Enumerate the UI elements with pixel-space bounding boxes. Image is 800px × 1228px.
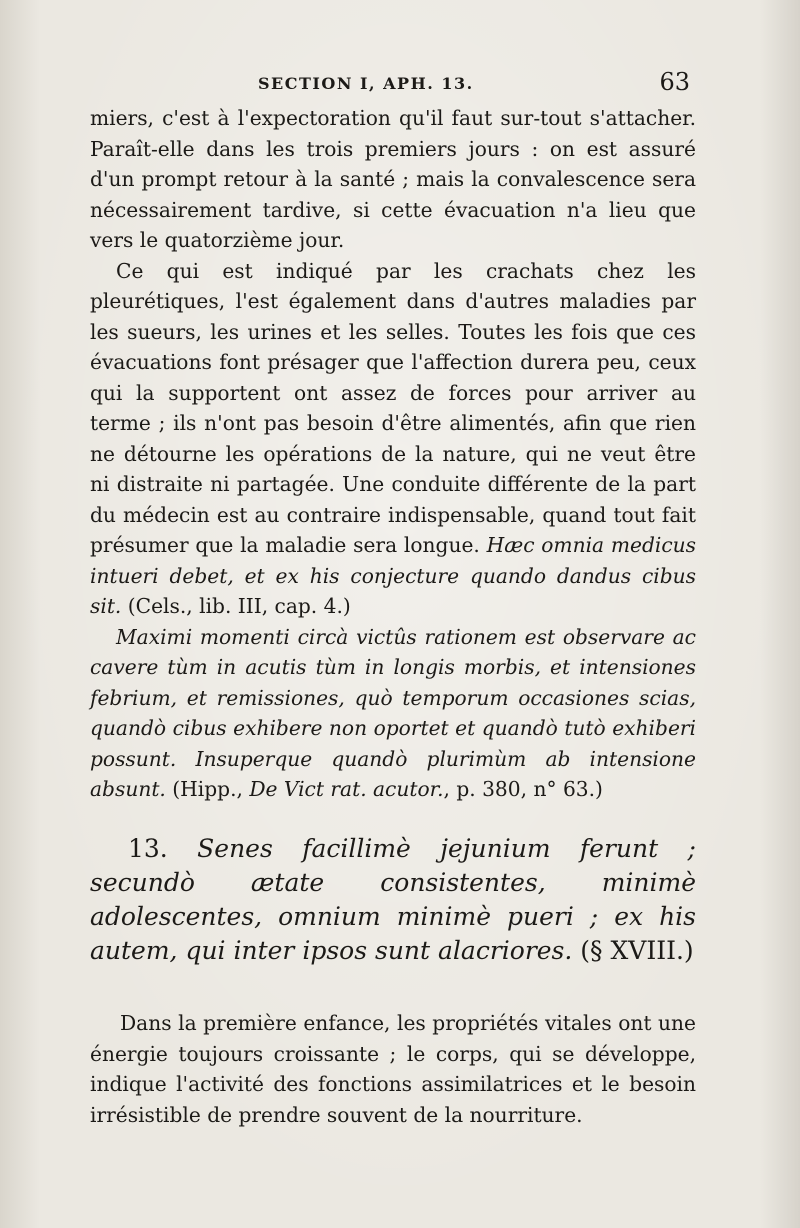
- hippocrates-citation-work: De Vict rat. acutor.: [249, 777, 444, 801]
- aphorism-number: 13.: [128, 834, 168, 863]
- paragraph-2-text: Ce qui est indiqué par les crachats chez les pleurétiques, l'est également dans d'autres maladies par les sueurs, les urines et les selles. Toutes les fois que ces évacuations font présager que l'affection durera peu, ceux qui la supportent ont assez de forces pour arriver au terme ; ils n'ont pas besoin d'être alimentés, afin que rien ne détourne les opérations de la nature, qui ne veut être ni distraite ni partagée. Une conduite différente de la part du médecin est au contraire indispensable, quand tout fait présumer que la maladie sera longue.: [90, 258, 696, 557]
- aphorism-reference: (§ XVIII.): [580, 936, 694, 965]
- page-number: 63: [659, 68, 690, 96]
- hippocrates-quote: Maximi momenti circà victûs rationem est observare ac cavere tùm in acutis tùm in longis morbis, et intensiones febrium, et remissiones, quò temporum occasiones scias, quandò cibus exhibere non oportet et quandò tutò exhiberi possunt. Insuperque quandò plurimùm ab intensione absunt.: [90, 624, 696, 801]
- celsus-citation: (Cels., lib. III, cap. 4.): [127, 594, 351, 618]
- paragraph-1-text: miers, c'est à l'expectoration qu'il faut sur-tout s'attacher. Paraît-elle dans les trois premiers jours : on est assuré d'un prompt retour à la santé ; mais la convalescence sera nécessairement tardive, si cette évacuation n'a lieu que vers le quatorzième jour.: [90, 106, 696, 252]
- paragraph-continuation: [90, 103, 696, 256]
- aphorism-13: [90, 832, 696, 968]
- page-header: [90, 68, 690, 98]
- closing-text: [90, 1008, 696, 1130]
- aphorism-text: Senes facillimè jejunium ferunt ; secundò ætate consistentes, minimè adolescentes, omnium minimè pueri ; ex his autem, qui inter ipsos sunt alacriores.: [90, 834, 696, 965]
- running-head: SECTION I, APH. 13.: [258, 74, 474, 93]
- commentary-text: [90, 103, 696, 805]
- paragraph-hippocrates-quote: [90, 622, 696, 805]
- hippocrates-citation-page: , p. 380, n° 63.): [443, 777, 603, 801]
- celsus-quote: Hæc omnia medicus intueri debet, et ex his conjecture quando dandus cibus sit.: [90, 533, 696, 618]
- paragraph-childhood: Dans la première enfance, les propriétés vitales ont une énergie toujours croissante ; le corps, qui se développe, indique l'activité des fonctions assimilatrices et le besoin irrésistible de prendre souvent de la nourriture.: [90, 1011, 696, 1127]
- paragraph-evacuations: [90, 256, 696, 622]
- hippocrates-citation-author: (Hipp.,: [172, 777, 243, 801]
